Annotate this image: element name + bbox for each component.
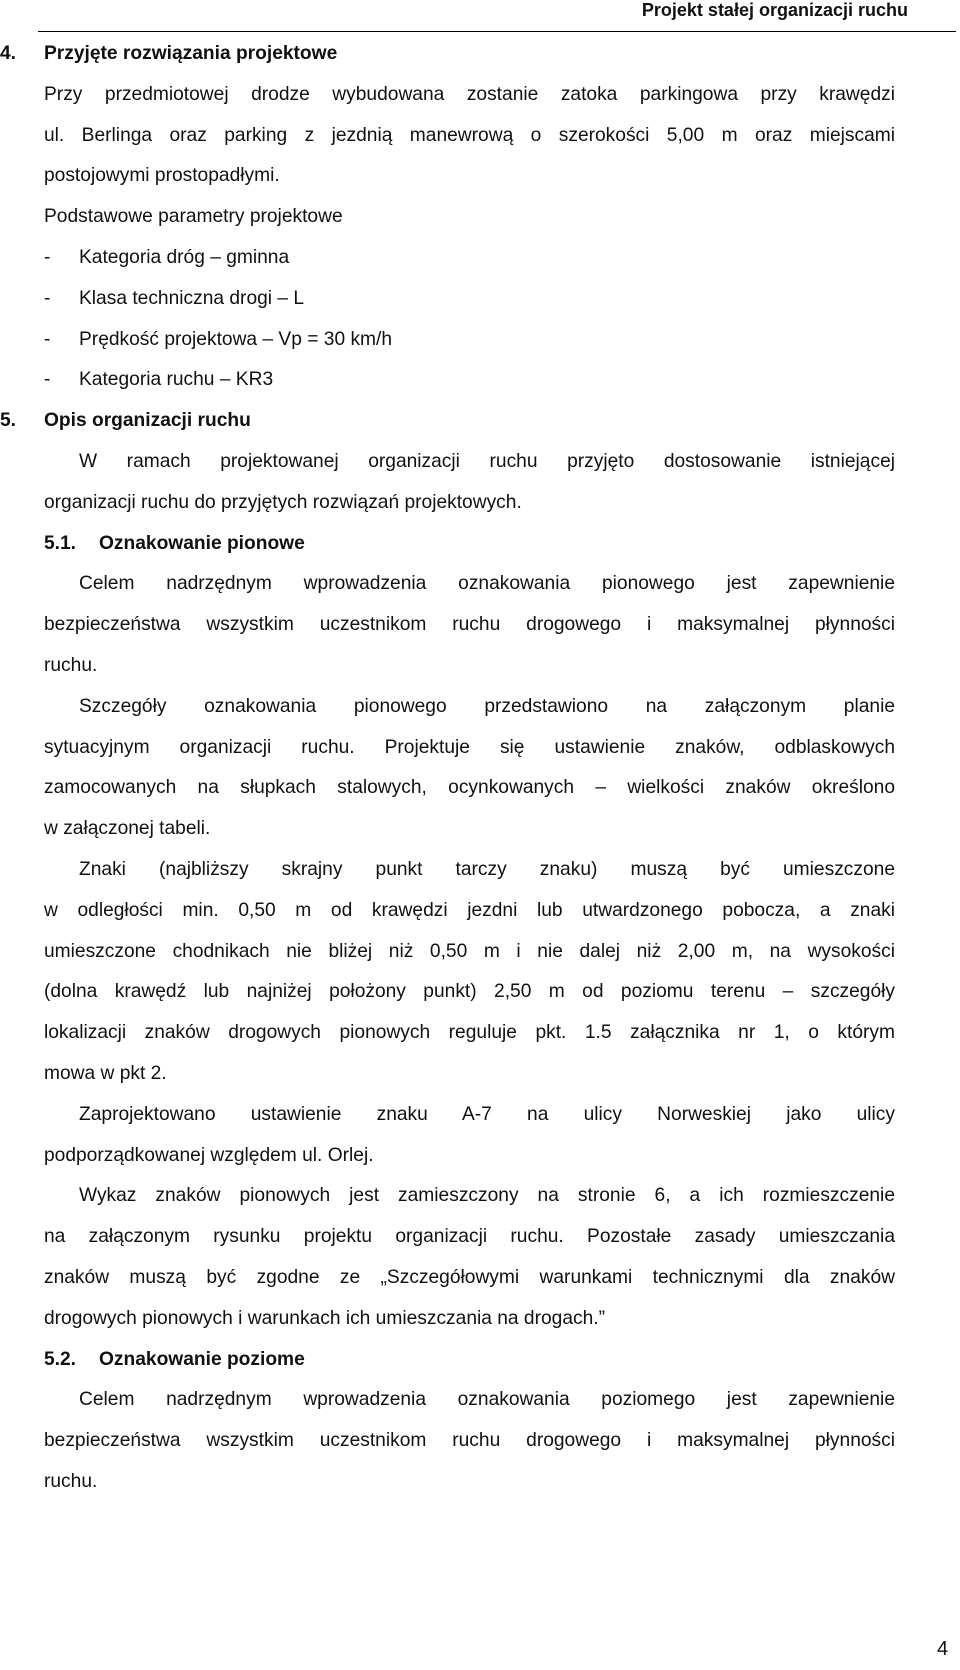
text-line: Wykaz znaków pionowych jest zamieszczony na stronie 6, a ich rozmieszczenie [79, 1185, 895, 1207]
paragraph-line [0, 84, 960, 125]
text-line: drogowych pionowych i warunkach ich umieszczania na drogach.” [44, 1307, 605, 1329]
param-item [0, 369, 960, 410]
paragraph-line [0, 981, 960, 1022]
paragraph-line [0, 1389, 960, 1430]
list-dash: - [44, 369, 51, 391]
text-line: Przy przedmiotowej drodze wybudowana zostanie zatoka parkingowa przy krawędzi [44, 83, 895, 105]
paragraph-line [0, 655, 960, 696]
list-dash: - [44, 328, 51, 350]
page-number: 4 [937, 1638, 949, 1660]
text-line: organizacji ruchu do przyjętych rozwiązań projektowych. [44, 491, 522, 513]
paragraph-line [0, 1226, 960, 1267]
paragraph-line [0, 573, 960, 614]
document-title: Projekt stałej organizacji ruchu [641, 0, 908, 20]
text-line: bezpieczeństwa wszystkim uczestnikom ruchu drogowego i maksymalnej płynności [44, 1430, 895, 1452]
param-text: Klasa techniczna drogi – L [79, 287, 305, 309]
text-line: umieszczone chodnikach nie bliżej niż 0,50 m i nie dalej niż 2,00 m, na wysokości [44, 940, 895, 962]
param-text: Kategoria dróg – gminna [79, 246, 290, 268]
paragraph-line [0, 1308, 960, 1349]
text-line: W ramach projektowanej organizacji ruchu przyjęto dostosowanie istniejącej [79, 450, 895, 472]
param-item [0, 247, 960, 288]
param-item [0, 288, 960, 329]
text-line: Szczegóły oznakowania pionowego przedstawiono na załączonym planie [79, 695, 895, 717]
paragraph-line [0, 777, 960, 818]
section-heading-5 [0, 410, 960, 451]
text-line: znaków muszą być zgodne ze „Szczegółowymi warunkami technicznymi dla znaków [44, 1266, 895, 1288]
text-line: mowa w pkt 2. [44, 1062, 167, 1084]
section-title: Opis organizacji ruchu [44, 410, 251, 432]
paragraph-line [0, 737, 960, 778]
text-line: lokalizacji znaków drogowych pionowych reguluje pkt. 1.5 załącznika nr 1, o którym [44, 1022, 895, 1044]
param-text: Kategoria ruchu – KR3 [79, 369, 274, 391]
text-line: sytuacyjnym organizacji ruchu. Projektuje się ustawienie znaków, odblaskowych [44, 736, 895, 758]
paragraph-line [0, 1022, 960, 1063]
param-item [0, 329, 960, 370]
text-line: postojowymi prostopadłymi. [44, 165, 280, 187]
paragraph-line [0, 1267, 960, 1308]
document-body [0, 43, 960, 1512]
text-line: Zaprojektowano ustawienie znaku A-7 na ulicy Norweskiej jako ulicy [79, 1103, 895, 1125]
text-line: Celem nadrzędnym wprowadzenia oznakowania pionowego jest zapewnienie [79, 573, 895, 595]
paragraph-line [0, 165, 960, 206]
section-title: Przyjęte rozwiązania projektowe [44, 43, 338, 64]
paragraph-line [0, 1430, 960, 1471]
header-rule [38, 31, 956, 32]
text-line: w załączonej tabeli. [44, 818, 211, 840]
section-title: Oznakowanie pionowe [99, 532, 305, 554]
paragraph-line [0, 1145, 960, 1186]
paragraph-line [0, 696, 960, 737]
text-line: na załączonym rysunku projektu organizacji ruchu. Pozostałe zasady umieszczania [44, 1226, 895, 1248]
paragraph-line [0, 125, 960, 166]
params-title [0, 206, 960, 247]
paragraph-line [0, 859, 960, 900]
section-heading-5-2 [0, 1349, 960, 1390]
text-line: (dolna krawędź lub najniżej położony punkt) 2,50 m od poziomu terenu – szczegóły [44, 981, 895, 1003]
text-line: Celem nadrzędnym wprowadzenia oznakowania poziomego jest zapewnienie [79, 1389, 895, 1411]
page-header [0, 0, 960, 20]
text-line: podporządkowanej względem ul. Orlej. [44, 1144, 374, 1166]
text-line: ruchu. [44, 654, 98, 676]
section-heading-5-1 [0, 533, 960, 574]
paragraph-line [0, 1471, 960, 1512]
section-number: 4. [0, 43, 17, 64]
paragraph-line [0, 492, 960, 533]
text-line: Znaki (najbliższy skrajny punkt tarczy znaku) muszą być umieszczone [79, 858, 895, 880]
section-number: 5. [0, 410, 17, 432]
paragraph-line [0, 451, 960, 492]
text-line: zamocowanych na słupkach stalowych, ocynkowanych – wielkości znaków określono [44, 777, 895, 799]
paragraph-line [0, 818, 960, 859]
paragraph-line [0, 900, 960, 941]
text-line: Podstawowe parametry projektowe [44, 206, 343, 228]
section-title: Oznakowanie poziome [99, 1348, 305, 1370]
paragraph-line [0, 1185, 960, 1226]
list-dash: - [44, 287, 51, 309]
paragraph-line [0, 1063, 960, 1104]
text-line: ruchu. [44, 1470, 98, 1492]
paragraph-line [0, 941, 960, 982]
section-number: 5.1. [44, 532, 77, 554]
list-dash: - [44, 246, 51, 268]
paragraph-line [0, 614, 960, 655]
param-text: Prędkość projektowa – Vp = 30 km/h [79, 328, 393, 350]
section-number: 5.2. [44, 1348, 77, 1370]
paragraph-line [0, 1104, 960, 1145]
text-line: w odległości min. 0,50 m od krawędzi jezdni lub utwardzonego pobocza, a znaki [44, 899, 895, 921]
text-line: ul. Berlinga oraz parking z jezdnią manewrową o szerokości 5,00 m oraz miejscami [44, 124, 895, 146]
section-heading-4 [0, 43, 960, 84]
text-line: bezpieczeństwa wszystkim uczestnikom ruchu drogowego i maksymalnej płynności [44, 614, 895, 636]
